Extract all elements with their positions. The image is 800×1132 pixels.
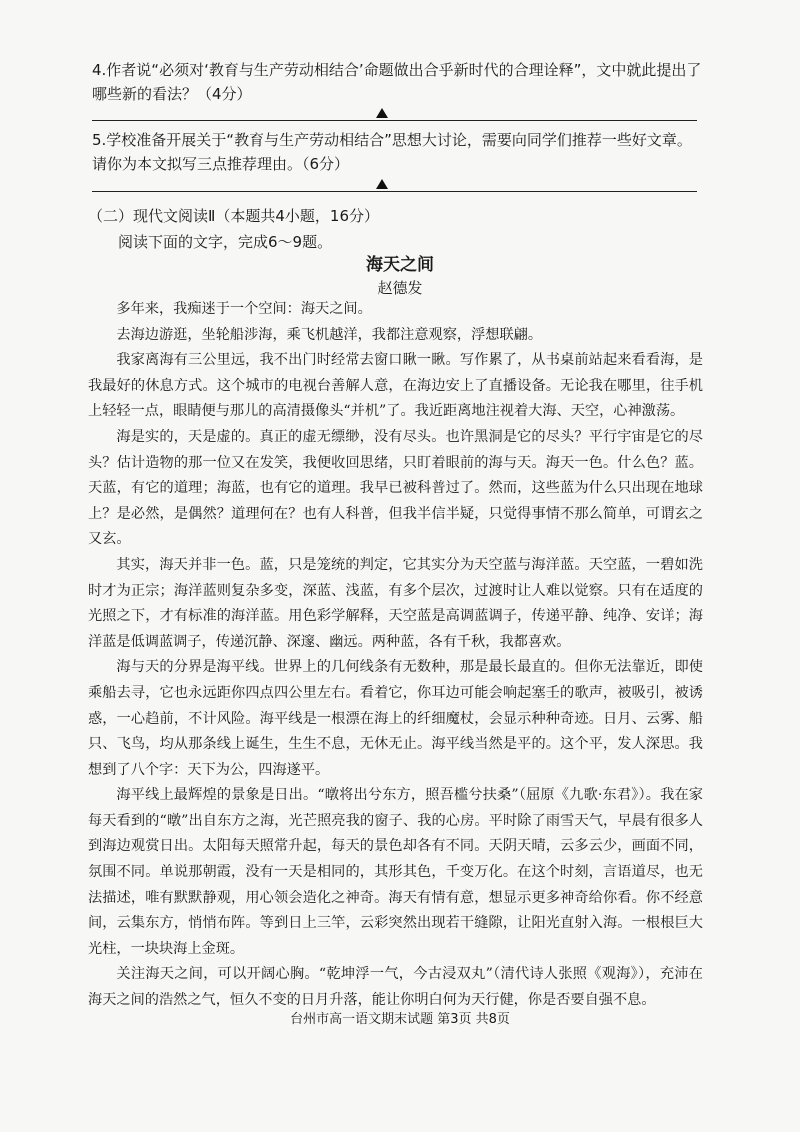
article-paragraph: 去海边游逛，坐轮船涉海，乘飞机越洋，我都注意观察，浮想联翩。 — [116, 326, 543, 343]
article-paragraph: 海与天的分界是海平线。世界上的几何线条有无数种，那是最长最直的。但你无法靠近，即使乘船去寻，它也永远距你四点四公里左右。看着它，你耳边可能会响起塞壬的歌声，被吸引，被诱惑，一心趋前，不计风险。海平线是一根漂在海上的纤细魔杖，会显示种种奇迹。日月、云雾、船只、飞鸟，均从那条线上诞生，生生不息，无休无止。海平线当然是平的。这个平，发人深思。我想到了八个字：天下为公，四海遂平。 — [88, 659, 703, 778]
reading-instruction: 阅读下面的文字，完成6～9题。 — [118, 233, 333, 251]
article-paragraph: 多年来，我痴迷于一个空间：海天之间。 — [116, 301, 372, 317]
section-title: （二）现代文阅读Ⅱ（本题共4小题，16分） — [88, 207, 380, 225]
article-paragraph: 海平线上最辉煌的景象是日出。“暾将出兮东方，照吾槛兮扶桑”（屈原《九歌·东君》）。我在家每天看到的“暾”出自东方之海，光芒照亮我的窗子、我的心房。平时除了雨雪天气，早晨有很多人到海边观赏日出。太阳每天照常升起，每天的景色却各有不同。天阴天晴，云多云少，画面不同，氛围不同。单说那朝霞，没有一天是相同的，其形其色，千变万化。在这个时刻，言语道尽，也无法描述，唯有默默静观，用心领会造化之神奇。海天有情有意，想显示更多神奇给你看。你不经意间，云集东方，悄悄布阵。等到日上三竿，云彩突然出现若干缝隙，让阳光直射入海。一根根巨大光柱，一块块海上金斑。 — [88, 787, 703, 957]
answer-marker-triangle-icon — [376, 108, 388, 118]
answer-line — [92, 191, 697, 192]
article-body — [88, 297, 703, 1014]
answer-marker-triangle-icon — [376, 179, 388, 189]
article-paragraph: 海是实的，天是虚的。真正的虚无缥缈，没有尽头。也许黑洞是它的尽头？平行宇宙是它的尽头？估计造物的那一位又在发笑，我便收回思绪，只盯着眼前的海与天。海天一色。什么色？蓝。天蓝，有它的道理；海蓝，也有它的道理。我早已被科普过了。然而，这些蓝为什么只出现在地球上？是必然，是偶然？道理何在？也有人科普，但我半信半疑，只觉得事情不那么简单，可谓玄之又玄。 — [88, 428, 703, 548]
question-5: 5.学校准备开展关于“教育与生产劳动相结合”思想大讨论，需要向同学们推荐一些好文章。请你为本文拟写三点推荐理由。（6分） — [92, 131, 692, 173]
article-paragraph: 其实，海天并非一色。蓝，只是笼统的判定，它其实分为天空蓝与海洋蓝。天空蓝，一碧如洗时才为正宗；海洋蓝则复杂多变，深蓝、浅蓝，有多个层次，过渡时让人难以觉察。只有在适度的光照之下，才有标准的海洋蓝。用色彩学解释，天空蓝是高调蓝调子，传递平静、纯净、安详；海洋蓝是低调蓝调子，传递沉静、深邃、幽远。两种蓝，各有千秋，我都喜欢。 — [88, 556, 703, 650]
article-paragraph: 我家离海有三公里远，我不出门时经常去窗口瞅一瞅。写作累了，从书桌前站起来看看海，是我最好的休息方式。这个城市的电视台善解人意，在海边安上了直播设备。无论我在哪里，往手机上轻轻一点，眼睛便与那儿的高清摄像头“并机”了。我近距离地注视着大海、天空，心神激荡。 — [88, 352, 703, 420]
answer-line — [92, 120, 697, 121]
article-author: 赵德发 — [377, 279, 423, 297]
page-footer: 台州市高一语文期末试题 第3页 共8页 — [290, 1012, 510, 1027]
question-4: 4.作者说“必须对‘教育与生产劳动相结合’命题做出合乎新时代的合理诠释”，文中就此提出了哪些新的看法？（4分） — [92, 61, 702, 103]
article-paragraph: 关注海天之间，可以开阔心胸。“乾坤浮一气，今古浸双丸”（清代诗人张照《观海》），充沛在海天之间的浩然之气，恒久不变的日月升落，能让你明白何为天行健，你是否要自强不息。 — [88, 966, 703, 1009]
article-title: 海天之间 — [366, 255, 434, 275]
